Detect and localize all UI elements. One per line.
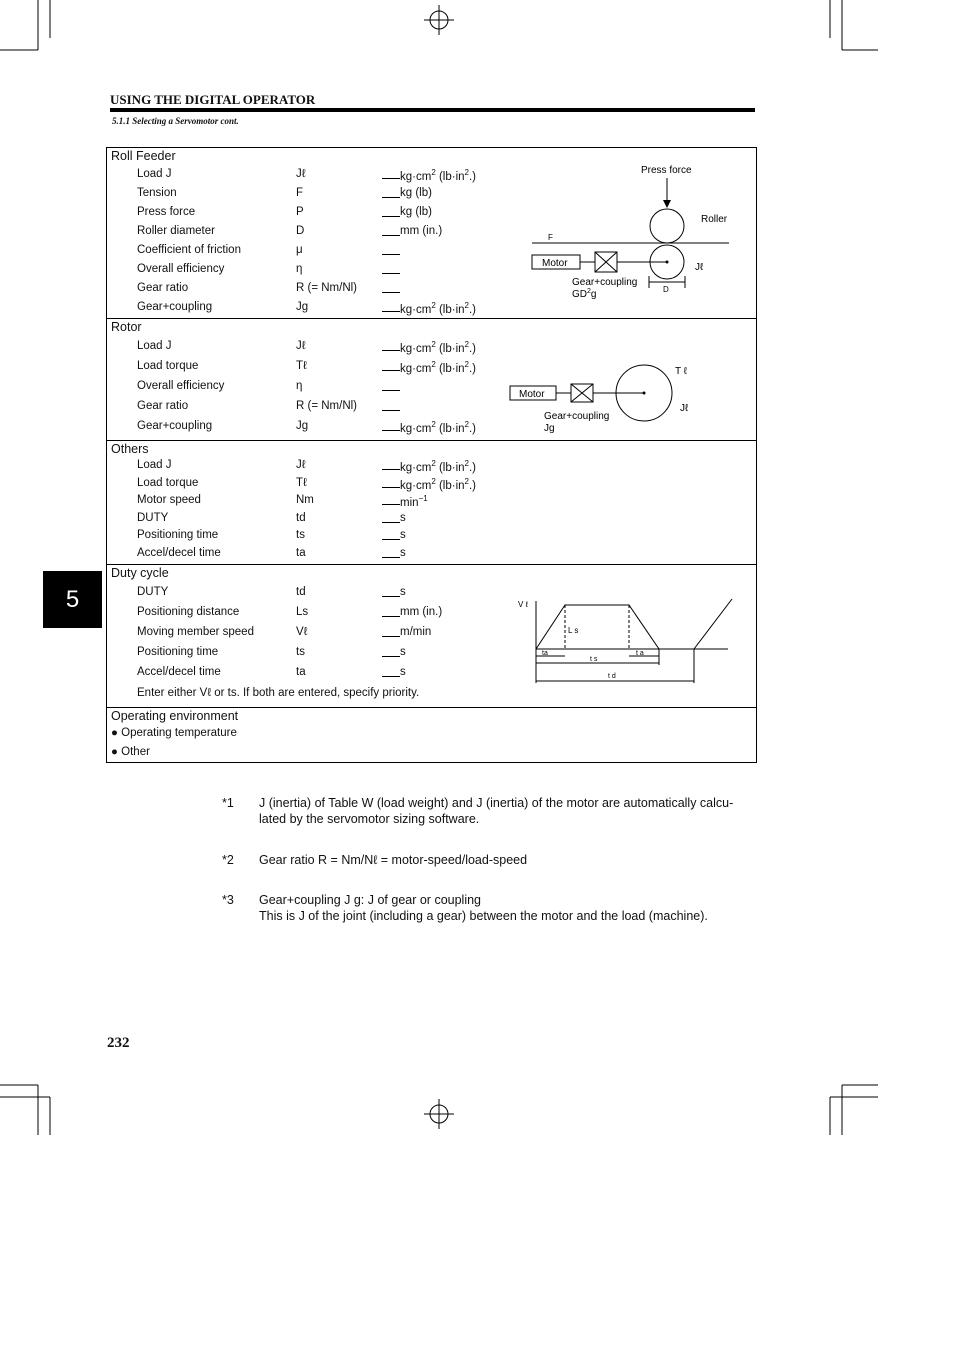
spec-row-entry-blank[interactable] (382, 410, 400, 411)
spec-row (107, 459, 507, 475)
spec-row-unit: $kg\cdot cm^2$ $(lb\cdot in^2.)$ (400, 420, 477, 435)
section-title-operating-environment: Operating environment (111, 709, 239, 723)
spec-row-symbol: Vℓ (296, 626, 308, 638)
spec-row-unit: $kg\cdot cm^2$ $(lb\cdot in^2.)$ (400, 476, 477, 492)
bullet-other: ● Other (111, 746, 150, 758)
spec-row-entry-blank[interactable] (382, 676, 400, 677)
spec-row-entry-blank[interactable] (382, 370, 400, 371)
gd2g-label: $GD^2g$ (572, 288, 597, 300)
spec-row (107, 168, 507, 184)
spec-row-symbol: Tℓ (296, 360, 307, 372)
running-header-title: USING THE DIGITAL OPERATOR (110, 92, 316, 107)
spec-row-entry-blank[interactable] (382, 311, 400, 312)
spec-row-symbol: ta (296, 546, 306, 559)
spec-row (107, 206, 507, 222)
spec-row (107, 301, 507, 317)
spec-row-unit: s (400, 586, 406, 598)
next-cycle-ramp (694, 599, 732, 649)
press-force-arrowhead (663, 200, 671, 208)
load-j-label: Jℓ (680, 403, 689, 414)
spec-row-symbol: μ (296, 244, 303, 256)
footnote-3: Gear+coupling J g: J of gear or coupling This is J of the joint (including a gear) between the motor and the load (machine). (259, 893, 708, 923)
spec-row (107, 282, 507, 298)
spec-row-name: Coefficient of friction (137, 244, 241, 256)
spec-row-symbol: Jℓ (296, 168, 306, 180)
motor-label: Motor (542, 258, 568, 269)
section-divider (107, 707, 756, 708)
gear-coupling-label: Gear+coupling (544, 411, 610, 422)
spec-row-name: Load torque (137, 476, 199, 489)
section-divider (107, 318, 756, 319)
spec-row-name: Overall efficiency (137, 380, 225, 392)
spec-row-unit: s (400, 511, 406, 524)
spec-row-entry-blank[interactable] (382, 178, 400, 179)
duty-cycle-note: Enter either Vℓ or ts. If both are entered, specify priority. (137, 687, 420, 699)
spec-row (107, 380, 507, 396)
spec-row-entry-blank[interactable] (382, 430, 400, 431)
section-divider (107, 440, 756, 441)
section-title-duty-cycle: Duty cycle (111, 566, 169, 580)
spec-row-entry-blank[interactable] (382, 539, 400, 540)
spec-row-name: Load J (137, 459, 172, 471)
spec-row-symbol: Jℓ (296, 340, 306, 352)
spec-row-symbol: ts (296, 529, 305, 541)
positioning-time-label: t s (590, 656, 598, 663)
footnote-1: J (inertia) of Table W (load weight) and J (inertia) of the motor are automatically calcu- lated by the servomotor sizing software. (259, 796, 734, 826)
footnote-mark-1: *1 (222, 796, 234, 810)
spec-row-entry-blank[interactable] (382, 254, 400, 255)
spec-row-symbol: Jℓ (296, 459, 306, 471)
spec-row-symbol: D (296, 225, 305, 237)
spec-row-name: Press force (137, 206, 196, 218)
spec-row-unit: m/min (400, 626, 432, 638)
jg-label: Jg (544, 423, 555, 434)
spec-row-entry-blank[interactable] (382, 235, 400, 236)
spec-row-unit: $kg\cdot cm^2$ $(lb\cdot in^2.)$ (400, 360, 477, 375)
roll-feeder-diagram (527, 158, 747, 308)
speed-profile (536, 605, 659, 649)
roller-label: Roller (701, 214, 728, 225)
spec-row (107, 360, 507, 376)
spec-row-entry-blank[interactable] (382, 596, 400, 597)
spec-row-symbol: R (= Nm/Nl) (296, 400, 358, 412)
specification-form (106, 147, 757, 763)
load-j-label: Jℓ (695, 262, 704, 273)
spec-row (107, 512, 507, 528)
spec-row-name: Roller diameter (137, 225, 215, 237)
spec-row-unit: mm (in.) (400, 606, 443, 618)
spec-row (107, 225, 507, 241)
spec-row-unit: $kg\cdot cm^2$ $(lb\cdot in^2.)$ (400, 340, 477, 355)
footnote-mark-2: *2 (222, 853, 234, 867)
chapter-tab: 5 (43, 571, 102, 628)
spec-row (107, 586, 507, 602)
footnote-2: Gear ratio R = Nm/Nℓ = motor-speed/load-speed (259, 853, 528, 867)
spec-row-name: Overall efficiency (137, 263, 225, 275)
spec-row-symbol: η (296, 380, 303, 392)
spec-row-symbol: ts (296, 646, 305, 658)
spec-row-symbol: Tℓ (296, 476, 307, 489)
spec-row-name: Motor speed (137, 494, 201, 506)
spec-row-name: Positioning time (137, 646, 219, 658)
duty-cycle-diagram (512, 593, 747, 688)
spec-row-entry-blank[interactable] (382, 522, 400, 523)
motor-label: Motor (519, 389, 545, 400)
press-force-label: Press force (641, 165, 692, 176)
spec-row (107, 420, 507, 436)
section-title-roll-feeder: Roll Feeder (111, 149, 176, 163)
running-header-subtitle: 5.1.1 Selecting a Servomotor cont. (112, 116, 239, 126)
spec-row-name: Positioning distance (137, 606, 240, 618)
spec-row-entry-blank[interactable] (382, 487, 400, 488)
spec-row-entry-blank[interactable] (382, 273, 400, 274)
duty-time-label: t d (608, 673, 616, 680)
spec-row (107, 400, 507, 416)
spec-row-symbol: R (= Nm/Nl) (296, 282, 358, 294)
upper-roller (650, 209, 684, 243)
spec-row-entry-blank[interactable] (382, 350, 400, 351)
spec-row-name: Accel/decel time (137, 546, 221, 559)
spec-row-name: Moving member speed (137, 626, 254, 638)
accel-time-label: ta (542, 650, 548, 657)
decel-time-label: t a (636, 650, 644, 657)
spec-row-unit: s (400, 666, 406, 678)
distance-label: L s (568, 626, 579, 635)
spec-row-symbol: Jg (296, 420, 309, 432)
spec-row-unit: kg (lb) (400, 206, 432, 218)
header-rule (110, 108, 755, 112)
spec-row-unit: s (400, 529, 406, 541)
spec-row (107, 626, 507, 642)
spec-row-symbol: η (296, 263, 303, 275)
spec-row-entry-blank[interactable] (382, 636, 400, 637)
gear-coupling-label: Gear+coupling (572, 277, 638, 288)
spec-row-name: Positioning time (137, 529, 219, 541)
spec-row-entry-blank[interactable] (382, 504, 400, 505)
spec-row-symbol: ta (296, 666, 306, 678)
spec-row-name: DUTY (137, 586, 169, 598)
spec-row (107, 494, 507, 510)
spec-row (107, 477, 507, 493)
section-title-others: Others (111, 442, 149, 456)
spec-row-symbol: td (296, 511, 306, 524)
spec-row-name: Tension (137, 187, 177, 199)
spec-row-name: Gear ratio (137, 400, 189, 412)
speed-label: V ℓ (518, 600, 529, 609)
spec-row-symbol: P (296, 206, 304, 218)
spec-row-unit: $kg\cdot cm^2$ $(lb\cdot in^2.)$ (400, 459, 477, 474)
spec-row-name: DUTY (137, 511, 169, 524)
spec-row (107, 529, 507, 545)
tension-label: F (548, 233, 553, 242)
rotor-diagram (505, 358, 705, 438)
spec-row-name: Load J (137, 340, 172, 352)
spec-row-unit: s (400, 546, 406, 559)
spec-row-symbol: td (296, 586, 306, 598)
spec-row-unit: $kg\cdot cm^2$ $(lb\cdot in^2.)$ (400, 301, 477, 316)
spec-row-unit: mm (in.) (400, 225, 443, 237)
spec-row (107, 666, 507, 682)
spec-row-symbol: Nm (296, 494, 314, 506)
spec-row (107, 263, 507, 279)
diameter-label: D (663, 285, 669, 294)
spec-row-entry-blank[interactable] (382, 390, 400, 391)
spec-row-unit: s (400, 646, 406, 658)
spec-row-entry-blank[interactable] (382, 216, 400, 217)
spec-row-name: Gear+coupling (137, 420, 213, 432)
spec-row-unit: $kg\cdot cm^2$ $(lb\cdot in^2.)$ (400, 168, 477, 183)
spec-row-name: Load torque (137, 360, 199, 372)
spec-row (107, 187, 507, 203)
spec-row-symbol: Jg (296, 301, 309, 313)
spec-row-unit: $\min^{-1}$ (400, 494, 428, 509)
section-divider (107, 564, 756, 565)
spec-row (107, 547, 507, 563)
spec-row-name: Load J (137, 168, 172, 180)
spec-row-entry-blank[interactable] (382, 616, 400, 617)
spec-row-entry-blank[interactable] (382, 557, 400, 558)
footnote-mark-3: *3 (222, 893, 234, 907)
spec-row (107, 646, 507, 662)
page-number: 232 (107, 1035, 130, 1051)
spec-row (107, 606, 507, 622)
section-title-rotor: Rotor (111, 320, 142, 334)
spec-row-entry-blank[interactable] (382, 197, 400, 198)
torque-label: T ℓ (675, 366, 687, 377)
spec-row-unit: kg (lb) (400, 187, 432, 199)
spec-row-entry-blank[interactable] (382, 292, 400, 293)
spec-row-symbol: Ls (296, 606, 309, 618)
spec-row-entry-blank[interactable] (382, 469, 400, 470)
spec-row-entry-blank[interactable] (382, 656, 400, 657)
spec-row (107, 340, 507, 356)
bullet-operating-temperature: ● Operating temperature (111, 727, 237, 739)
spec-row-name: Gear ratio (137, 282, 189, 294)
spec-row-symbol: F (296, 187, 304, 199)
spec-row-name: Gear+coupling (137, 301, 213, 313)
spec-row (107, 244, 507, 260)
spec-row-name: Accel/decel time (137, 666, 221, 678)
